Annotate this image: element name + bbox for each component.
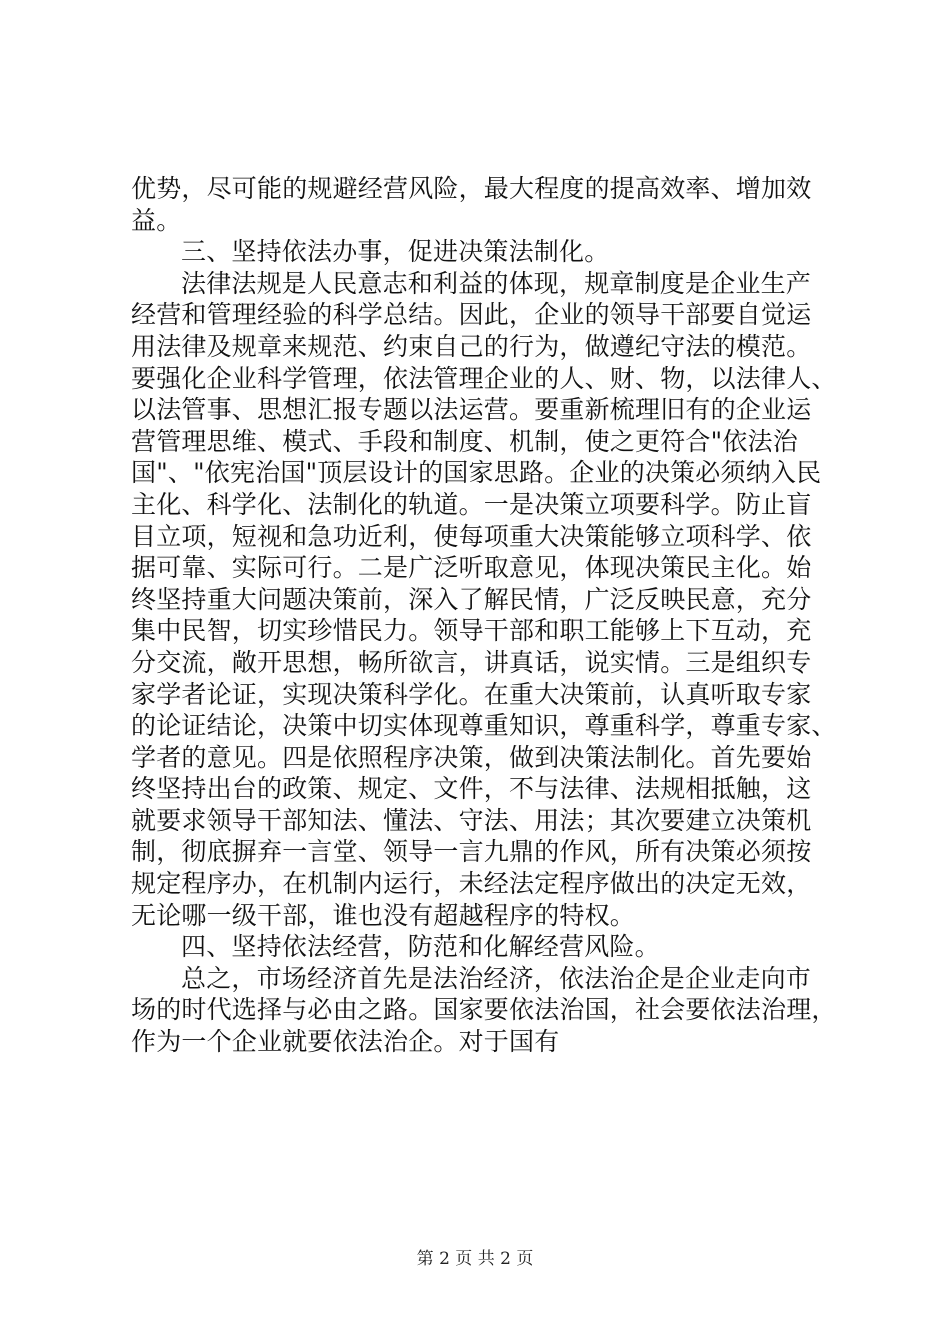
page-footer: 第 2 页 共 2 页 <box>416 1249 534 1269</box>
text-line: 优势，尽可能的规避经营风险，最大程度的提高效率、增加效 <box>131 174 812 203</box>
text-line: 场的时代选择与必由之路。国家要依法治国，社会要依法治理， <box>131 995 837 1025</box>
text-line: 集中民智，切实珍惜民力。领导干部和职工能够上下互动，充 <box>131 616 812 646</box>
text-line: 用法律及规章来规范、约束自己的行为，做遵纪守法的模范。 <box>131 331 812 361</box>
text-line: 制，彻底摒弃一言堂、领导一言九鼎的作风，所有决策必须按 <box>131 837 812 867</box>
text-line: 四、坚持依法经营，防范和化解经营风险。 <box>181 932 660 962</box>
text-line: 无论哪一级干部，谁也没有超越程序的特权。 <box>131 900 636 930</box>
text-line: 三、坚持依法办事，促进决策法制化。 <box>181 237 610 267</box>
text-line: 作为一个企业就要依法治企。对于国有 <box>131 1027 560 1057</box>
text-line: 终坚持出台的政策、规定、文件，不与法律、法规相抵触，这 <box>131 774 812 804</box>
text-line: 家学者论证，实现决策科学化。在重大决策前，认真听取专家 <box>131 679 812 709</box>
text-line: 营管理思维、模式、手段和制度、机制，使之更符合"依法治 <box>131 426 798 456</box>
text-line: 要强化企业科学管理，依法管理企业的人、财、物，以法律人、 <box>131 363 837 393</box>
text-line: 终坚持重大问题决策前，深入了解民情，广泛反映民意，充分 <box>131 584 812 614</box>
text-line: 主化、科学化、法制化的轨道。一是决策立项要科学。防止盲 <box>131 489 812 519</box>
document-body <box>131 173 837 1058</box>
text-line: 益。 <box>131 205 182 235</box>
text-line: 分交流，敞开思想，畅所欲言，讲真话，说实情。三是组织专 <box>131 647 812 677</box>
text-line: 的论证结论，决策中切实体现尊重知识，尊重科学，尊重专家、 <box>131 711 837 741</box>
text-line: 总之，市场经济首先是法治经济，依法治企是企业走向市 <box>181 963 812 993</box>
text-line: 规定程序办，在机制内运行，未经法定程序做出的决定无效， <box>131 869 812 899</box>
text-line: 就要求领导干部知法、懂法、守法、用法；其次要建立决策机 <box>131 805 812 835</box>
text-line: 据可靠、实际可行。二是广泛听取意见，体现决策民主化。始 <box>131 553 812 583</box>
text-line: 法律法规是人民意志和利益的体现，规章制度是企业生产 <box>181 268 812 298</box>
text-line: 以法管事、思想汇报专题以法运营。要重新梳理旧有的企业运 <box>131 395 812 425</box>
text-line: 目立项，短视和急功近利，使每项重大决策能够立项科学、依 <box>131 521 812 551</box>
text-line: 经营和管理经验的科学总结。因此，企业的领导干部要自觉运 <box>131 300 812 330</box>
text-line: 国"、"依宪治国"顶层设计的国家思路。企业的决策必须纳入民 <box>131 458 822 488</box>
text-line: 学者的意见。四是依照程序决策，做到决策法制化。首先要始 <box>131 742 812 772</box>
